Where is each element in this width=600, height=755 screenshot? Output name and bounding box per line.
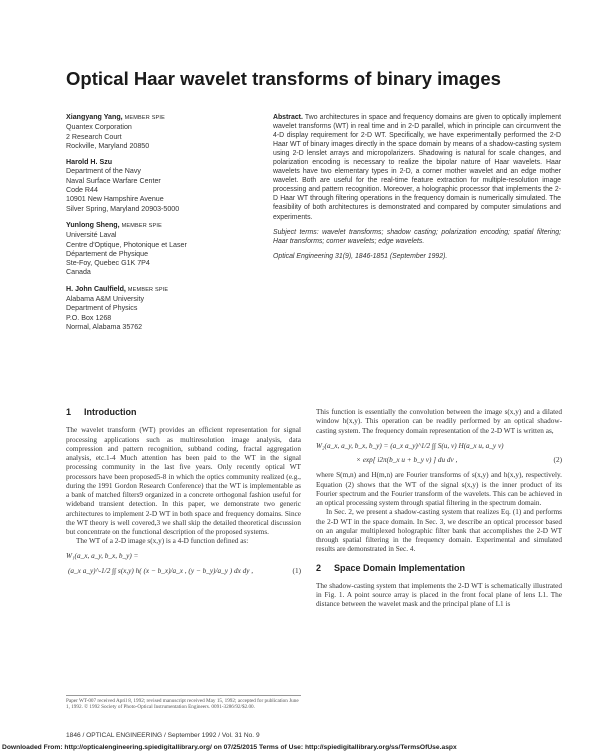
affiliation-line: P.O. Box 1268 <box>66 313 112 322</box>
download-notice: Downloaded From: http://opticalengineering.spiedigitallibrary.org/ on 07/25/2015 Terms of Use: http://spiedigitallibrary.org/ss/TermsOfUse.aspx <box>2 744 457 751</box>
paragraph: In Sec. 2, we present a shadow-casting system that realizes Eq. (1) and performs the 2-D WT in the space domain. In Sec. 3, we describe an optical processor based on an angular multiplexed holographic filter bank that accomplishes the 2-D WT through spatial filtering in the frequency domain. Experimental and simulated results are demonstrated in Sec. 4. <box>316 508 562 554</box>
author-block <box>66 221 266 278</box>
right-column <box>316 408 562 610</box>
section-heading-space-domain: 2 Space Domain Implementation <box>316 562 466 573</box>
affiliation-line: Université Laval <box>66 231 117 240</box>
paragraph: The wavelet transform (WT) provides an efficient representation for signal processing applications such as multiresolution image analysis, data compression and pattern recognition, subband coding, fractal aggregation analysis, etc.1-4 Much attention has been paid to the WT in the signal processing community in the last five years. Only recently optical WT processors have been proposed5-8 in which the optics community realized (e.g., during the 1991 Gordon Research Conference) that the WT is implementable as a bank of matched filters9 organized in a concrete orthogonal fashion useful for wideband transient detection. In this paper, we demonstrate two generic architectures to implement 2-D WT in both space and frequency domains. Since the WT theory is well covered,3 we shall skip the detailed theoretical discussion but concentrate on the functional description of the proposed systems. <box>66 426 301 536</box>
equation-2: W₂(a_x, a_y, b_x, b_y) = (a_x a_y)^1/2 ∫∫ S(u, v) H(a_x u, a_y v) × exp[ i2π(b_x u + b_y v) ] du dv , (2) <box>316 441 562 464</box>
author-block <box>66 113 266 151</box>
equation-1: W₁(a_x, a_y, b_x, b_y) = (a_x a_y)^-1/2 ∫∫ s(x,y) h( (x − b_x)/a_x , (y − b_y)/a_y ) dx dy , (1) <box>66 551 301 575</box>
paragraph: where S(m,n) and H(m,n) are Fourier transforms of s(x,y) and h(x,y), respectively. Equation (2) shows that the WT of the signal s(x,y) is the inner product of its Fourier spectrum and the Fourier transform of the wavelets. This can be achieved in an optical processing system through spatial filtering in the spectrum domain. <box>316 471 562 507</box>
affiliation-line: Naval Surface Warfare Center <box>66 176 161 185</box>
affiliation-line: Alabama A&M University <box>66 295 145 304</box>
equation-number: (1) <box>292 566 301 575</box>
affiliation-line: Centre d'Optique, Photonique et Laser <box>66 240 187 249</box>
equation-number: (2) <box>553 456 562 464</box>
author-block <box>66 285 266 332</box>
author-name: Harold H. Szu <box>66 158 113 167</box>
section-heading-introduction: 1 Introduction <box>66 407 137 417</box>
affiliation-line: Department of the Navy <box>66 167 141 176</box>
affiliation-line: Quantex Corporation <box>66 123 132 132</box>
author-name: Xiangyang Yang, MEMBER SPIE <box>66 113 166 121</box>
left-column <box>66 408 301 576</box>
footnote: Paper WT-007 received April 8, 1992; revised manuscript received May 15, 1992; accepted for publication June 1, 1992. © 1992 Society of Photo-Optical Instrumentation Engineers. 0091-3286/92/$2.00. <box>66 695 301 711</box>
affiliation-line: Rockville, Maryland 20850 <box>66 141 150 150</box>
affiliation-line: 10901 New Hampshire Avenue <box>66 195 164 204</box>
page-footer: 1846 / OPTICAL ENGINEERING / September 1992 / Vol. 31 No. 9 <box>66 732 260 739</box>
author-name: H. John Caulfield, MEMBER SPIE <box>66 284 169 293</box>
subject-terms: Subject terms: wavelet transforms; shadow casting; polarization encoding; spatial filtering; Haar transforms; corner wavelets; edge wavelets. <box>273 228 561 245</box>
affiliation-line: Silver Spring, Maryland 20903-5000 <box>66 204 180 213</box>
affiliation-line: Normal, Alabama 35762 <box>66 322 143 331</box>
author-name: Yunlong Sheng, MEMBER SPIE <box>66 220 162 229</box>
affiliation-line: Department of Physics <box>66 304 138 313</box>
affiliation-line: Ste-Foy, Quebec G1K 7P4 <box>66 259 150 268</box>
affiliation-line: Code R44 <box>66 186 98 195</box>
abstract <box>273 113 561 261</box>
abstract-text: Abstract. Two architectures in space and frequency domains are given to optically implement wavelet transforms (WT) in real time and in 2-D parallel, which in principle can circumvent the 4-D display requirement for 2-D WT. Specifically, we have experimentally performed the 2-D Haar WT of binary images directly in the space domain by means of a shadow-casting system using 2-D lenslet arrays and micropolarizers. Shadowing is natural for scale changes, and polarization encoding is necessary to realize the bipolar nature of Haar wavelets. Haar wavelets have two elementary types in 2-D, a corner mother wavelet and an edge mother wavelet. Both are useful for the real-time feature extraction for multiple-resolution image processing and pattern recognition. Moreover, a holographic processor that implements the 2-D Haar WT through filtering operations in the frequency domain is numerically simulated. The feasibility of both architectures is demonstrated and compared by computer simulations and experiments. <box>273 114 561 221</box>
author-list <box>66 113 266 339</box>
paragraph: This function is essentially the convolution between the image s(x,y) and a dilated window h(x,y). This operation can be readily performed by an optical shadow-casting system. The frequency domain representation of the 2-D WT is written as, <box>316 408 562 435</box>
paper-title: Optical Haar wavelet transforms of binary images <box>66 68 501 89</box>
author-block <box>66 158 266 214</box>
affiliation-line: Canada <box>66 268 91 277</box>
journal-citation: Optical Engineering 31(9), 1846-1851 (September 1992). <box>273 252 448 260</box>
affiliation-line: 2 Research Court <box>66 132 122 141</box>
paragraph: The shadow-casting system that implements the 2-D WT is schematically illustrated in Fig. 1. A point source array is placed in the front focal plane of lens L1. The distance between the wavelet mask and the principal plane of L1 is <box>316 581 562 609</box>
affiliation-line: Département de Physique <box>66 249 149 258</box>
paragraph: The WT of a 2-D image s(x,y) is a 4-D function defined as: <box>76 537 249 546</box>
